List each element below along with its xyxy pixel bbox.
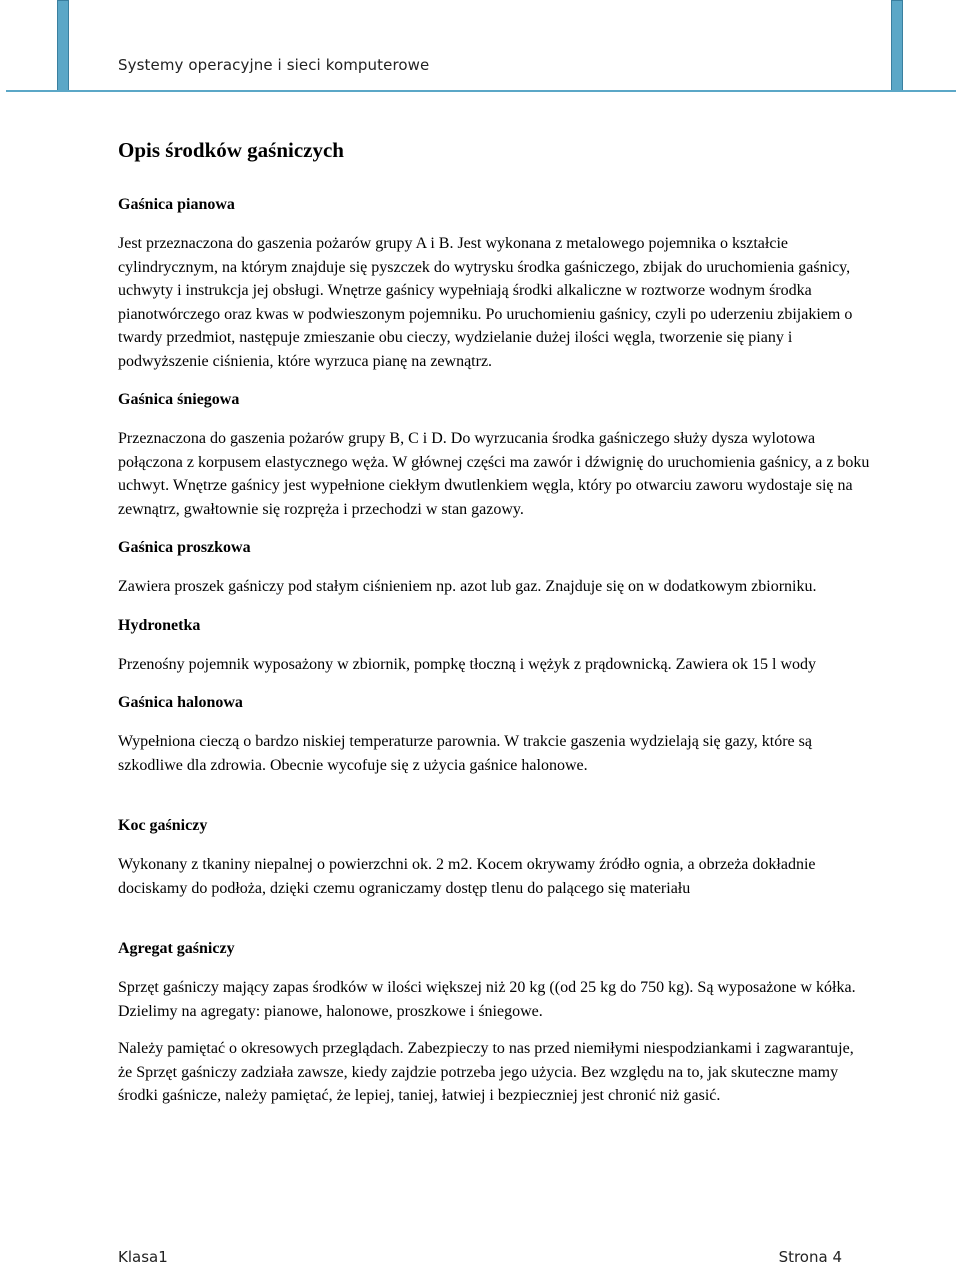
header-accent-bar-left: [57, 0, 69, 91]
section-heading-agregat: Agregat gaśniczy: [118, 940, 235, 957]
header-divider: [6, 90, 956, 92]
section-heading-koc: Koc gaśniczy: [118, 817, 208, 834]
section-paragraph-sniegowa: Przeznaczona do gaszenia pożarów grupy B, C i D. Do wyrzucania środka gaśniczego służy dysza wylotowa połączona z korpusem elastycznego węża. W głównej części ma zawór i dźwignię do uruchomienia gaśnicy, a z boku uchwyt. Wnętrze gaśnicy jest wypełnione ciekłym dwutlenkiem węgla, który po otwarciu zaworu wydostaje się na zewnątrz, gwałtownie się rozpręża i przechodzi w stan gazowy.: [118, 430, 870, 518]
footer-class-label: Klasa1: [118, 1248, 168, 1266]
document-body: [118, 136, 870, 1108]
section-paragraph-agregat-2: Należy pamiętać o okresowych przeglądach. Zabezpieczy to nas przed niemiłymi niespodziankami i zagwarantuje, że Sprzęt gaśniczy zadziała zawsze, kiedy zajdzie potrzeba jego użycia. Bez względu na to, jak skuteczne mamy środki gaśnicze, należy pamiętać, że lepiej, taniej, łatwiej i bezpieczniej jest chronić niż gasić.: [118, 1040, 854, 1104]
section-paragraph-pianowa: Jest przeznaczona do gaszenia pożarów grupy A i B. Jest wykonana z metalowego pojemnika o kształcie cylindrycznym, na którym znajduje się pyszczek do wytrysku środka gaśniczego, zbijak do uruchomienia gaśnicy, uchwyty i instrukcja jej obsługi. Wnętrze gaśnicy wypełniają środki alkaliczne w roztworze wodnym środka pianotwórczego oraz kwas w podwieszonym pojemniku. Po uruchomieniu gaśnicy, czyli po uderzeniu zbijakiem o twardy przedmiot, następuje zmieszanie obu cieczy, wydzielanie dużej ilości węgla, tworzenie się piany i podwyższenie ciśnienia, które wyrzuca pianę na zewnątrz.: [118, 235, 853, 370]
section-paragraph-halonowa: Wypełniona cieczą o bardzo niskiej temperaturze parownia. W trakcie gaszenia wydzielają się gazy, które są szkodliwe dla zdrowia. Obecnie wycofuje się z użycia gaśnice halonowe.: [118, 733, 812, 774]
running-header: Systemy operacyjne i sieci komputerowe: [118, 56, 430, 74]
section-heading-halonowa: Gaśnica halonowa: [118, 694, 243, 711]
section-heading-hydronetka: Hydronetka: [118, 616, 201, 634]
section-heading-sniegowa: Gaśnica śniegowa: [118, 391, 240, 408]
section-heading-pianowa: Gaśnica pianowa: [118, 196, 235, 213]
section-paragraph-hydronetka: Przenośny pojemnik wyposażony w zbiornik, pompkę tłoczną i wężyk z prądownicką. Zawiera ok 15 l wody: [118, 655, 817, 673]
section-paragraph-proszkowa: Zawiera proszek gaśniczy pod stałym ciśnieniem np. azot lub gaz. Znajduje się on w dodatkowym zbiorniku.: [118, 578, 817, 595]
footer-page-number: Strona 4: [778, 1248, 842, 1266]
section-paragraph-agregat-1: Sprzęt gaśniczy mający zapas środków w ilości większej niż 20 kg ((od 25 kg do 750 kg). Są wyposażone w kółka. Dzielimy na agregaty: pianowe, halonowe, proszkowe i śniegowe.: [118, 979, 856, 1020]
document-title: Opis środków gaśniczych: [118, 138, 344, 162]
header-accent-bar-right: [891, 0, 903, 91]
section-paragraph-koc: Wykonany z tkaniny niepalnej o powierzchni ok. 2 m2. Kocem okrywamy źródło ognia, a obrzeża dokładnie dociskamy do podłoża, dzięki czemu ograniczamy dostęp tlenu do palącego się materiału: [118, 856, 816, 897]
section-heading-proszkowa: Gaśnica proszkowa: [118, 539, 251, 556]
